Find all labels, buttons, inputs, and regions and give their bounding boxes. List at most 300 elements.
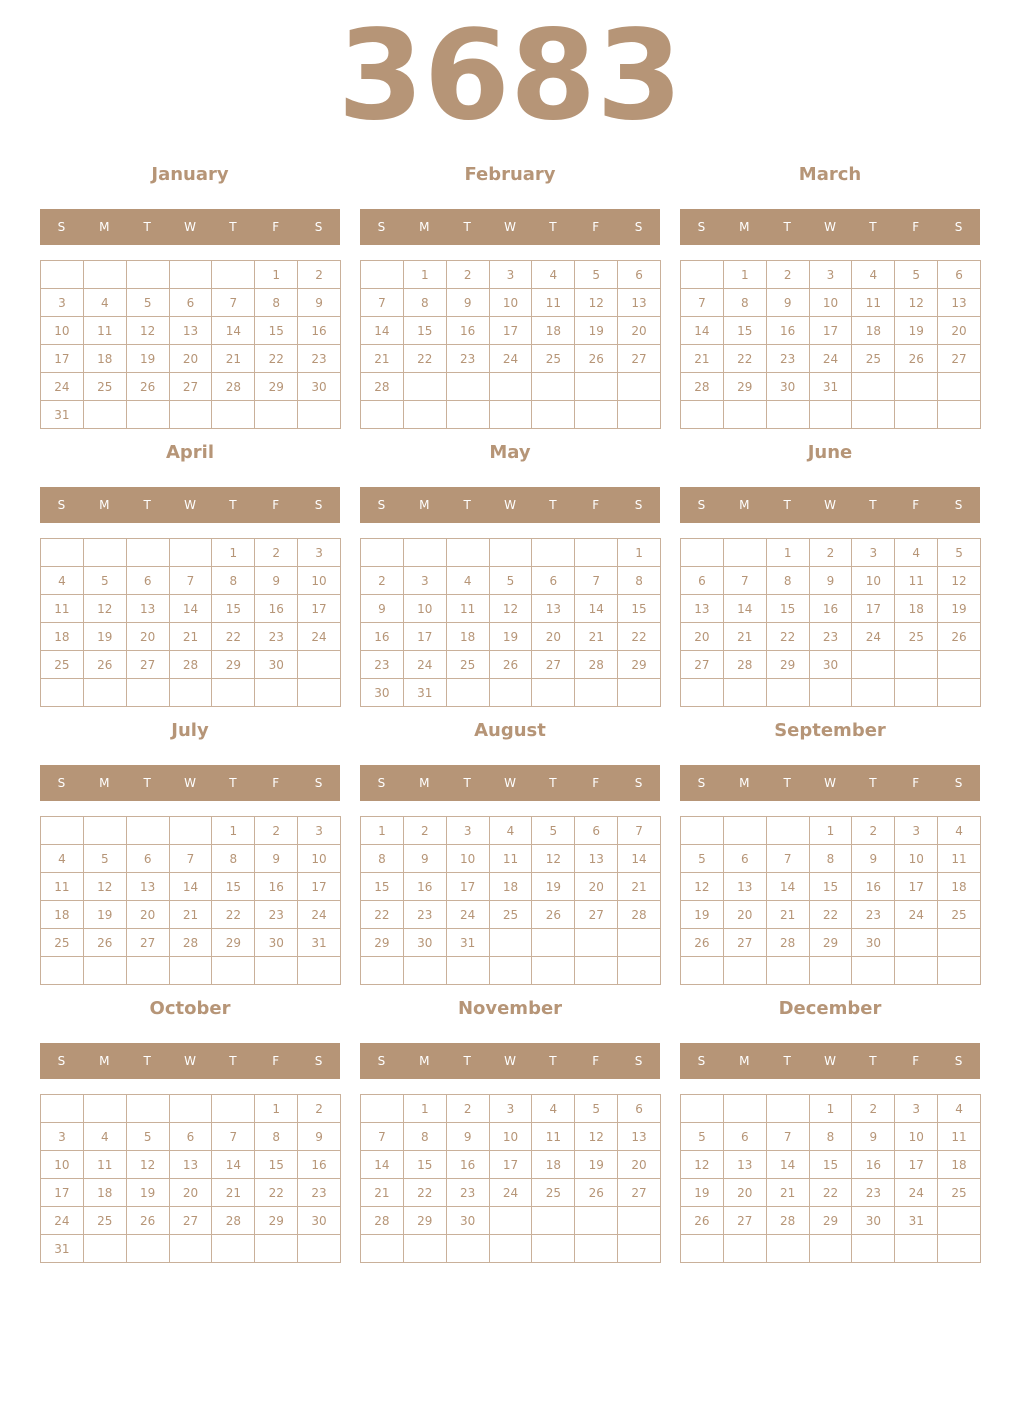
month-name: October <box>149 998 231 1019</box>
day-cell: 14 <box>361 1151 404 1179</box>
empty-cell <box>895 373 938 401</box>
weekday-label: M <box>419 1054 430 1068</box>
day-cell: 27 <box>532 651 575 679</box>
day-cell: 1 <box>618 539 661 567</box>
weekday-label: M <box>99 220 110 234</box>
weekday-label: T <box>549 776 557 790</box>
day-cell: 27 <box>681 651 724 679</box>
empty-cell <box>170 261 213 289</box>
day-cell: 10 <box>490 289 533 317</box>
empty-cell <box>298 1235 341 1263</box>
month-february <box>360 155 660 429</box>
day-cell: 18 <box>447 623 490 651</box>
day-cell: 6 <box>681 567 724 595</box>
day-cell: 5 <box>532 817 575 845</box>
empty-cell <box>41 679 84 707</box>
empty-cell <box>532 679 575 707</box>
day-cell: 26 <box>895 345 938 373</box>
day-cell: 19 <box>575 1151 618 1179</box>
day-cell: 27 <box>618 1179 661 1207</box>
day-cell: 22 <box>212 623 255 651</box>
month-june <box>680 433 980 707</box>
day-cell: 21 <box>170 901 213 929</box>
day-cell: 12 <box>532 845 575 873</box>
day-cell: 18 <box>532 1151 575 1179</box>
weekday-header-bar <box>360 209 660 245</box>
weekday-label: T <box>463 1054 471 1068</box>
day-cell: 23 <box>361 651 404 679</box>
weekday-label: S <box>314 498 323 512</box>
day-cell: 14 <box>170 595 213 623</box>
day-cell: 2 <box>298 261 341 289</box>
day-cell: 3 <box>447 817 490 845</box>
day-grid <box>360 260 661 429</box>
day-cell: 29 <box>810 1207 853 1235</box>
day-grid <box>40 260 341 429</box>
month-january <box>40 155 340 429</box>
day-cell: 21 <box>724 623 767 651</box>
empty-cell <box>852 651 895 679</box>
day-cell: 21 <box>170 623 213 651</box>
weekday-label: W <box>184 498 196 512</box>
day-cell: 11 <box>84 317 127 345</box>
day-cell: 5 <box>575 261 618 289</box>
empty-cell <box>255 401 298 429</box>
day-cell: 16 <box>447 1151 490 1179</box>
day-cell: 1 <box>255 1095 298 1123</box>
day-cell: 10 <box>490 1123 533 1151</box>
day-cell: 20 <box>170 1179 213 1207</box>
empty-cell <box>532 1235 575 1263</box>
weekday-header-bar <box>680 1043 980 1079</box>
day-cell: 4 <box>84 1123 127 1151</box>
empty-cell <box>255 957 298 985</box>
day-cell: 11 <box>532 289 575 317</box>
empty-cell <box>681 1235 724 1263</box>
day-cell: 18 <box>84 345 127 373</box>
weekday-label: S <box>57 1054 66 1068</box>
day-cell: 26 <box>127 373 170 401</box>
weekday-label: F <box>912 776 920 790</box>
day-cell: 7 <box>170 567 213 595</box>
day-cell: 18 <box>938 873 981 901</box>
day-cell: 26 <box>532 901 575 929</box>
empty-cell <box>895 1235 938 1263</box>
day-cell: 20 <box>938 317 981 345</box>
empty-cell <box>724 817 767 845</box>
day-cell: 20 <box>575 873 618 901</box>
day-cell: 7 <box>361 1123 404 1151</box>
empty-cell <box>170 1235 213 1263</box>
empty-cell <box>618 1235 661 1263</box>
day-cell: 28 <box>361 1207 404 1235</box>
day-cell: 8 <box>810 845 853 873</box>
empty-cell <box>532 957 575 985</box>
day-cell: 1 <box>810 817 853 845</box>
day-cell: 26 <box>84 651 127 679</box>
day-cell: 1 <box>212 539 255 567</box>
empty-cell <box>810 401 853 429</box>
empty-cell <box>810 679 853 707</box>
day-cell: 26 <box>575 345 618 373</box>
empty-cell <box>84 817 127 845</box>
empty-cell <box>532 373 575 401</box>
day-cell: 31 <box>895 1207 938 1235</box>
day-cell: 1 <box>404 1095 447 1123</box>
empty-cell <box>724 1095 767 1123</box>
day-cell: 18 <box>895 595 938 623</box>
day-cell: 2 <box>447 261 490 289</box>
day-cell: 16 <box>298 1151 341 1179</box>
day-cell: 6 <box>724 845 767 873</box>
day-cell: 30 <box>361 679 404 707</box>
day-cell: 4 <box>852 261 895 289</box>
weekday-label: S <box>57 220 66 234</box>
day-cell: 11 <box>852 289 895 317</box>
weekday-label: W <box>504 776 516 790</box>
day-cell: 19 <box>532 873 575 901</box>
day-cell: 22 <box>212 901 255 929</box>
day-grid <box>680 1094 981 1263</box>
day-cell: 23 <box>298 1179 341 1207</box>
month-name: July <box>171 720 209 741</box>
empty-cell <box>84 1235 127 1263</box>
empty-cell <box>212 957 255 985</box>
day-cell: 8 <box>361 845 404 873</box>
day-cell: 11 <box>447 595 490 623</box>
day-cell: 22 <box>404 345 447 373</box>
day-cell: 20 <box>127 623 170 651</box>
day-cell: 9 <box>447 289 490 317</box>
day-cell: 22 <box>810 1179 853 1207</box>
day-cell: 18 <box>532 317 575 345</box>
day-grid <box>360 816 661 985</box>
empty-cell <box>298 651 341 679</box>
empty-cell <box>938 929 981 957</box>
weekday-label: M <box>419 776 430 790</box>
empty-cell <box>361 1235 404 1263</box>
day-cell: 27 <box>618 345 661 373</box>
day-cell: 28 <box>170 929 213 957</box>
day-cell: 12 <box>895 289 938 317</box>
empty-cell <box>575 1207 618 1235</box>
day-cell: 13 <box>532 595 575 623</box>
day-cell: 31 <box>447 929 490 957</box>
empty-cell <box>170 957 213 985</box>
day-cell: 21 <box>361 1179 404 1207</box>
day-cell: 15 <box>810 1151 853 1179</box>
day-cell: 6 <box>127 567 170 595</box>
empty-cell <box>212 1235 255 1263</box>
empty-cell <box>575 373 618 401</box>
weekday-header-bar <box>680 765 980 801</box>
day-cell: 17 <box>490 1151 533 1179</box>
day-cell: 31 <box>810 373 853 401</box>
weekday-label: T <box>783 220 791 234</box>
day-cell: 23 <box>255 623 298 651</box>
day-cell: 19 <box>575 317 618 345</box>
day-cell: 10 <box>810 289 853 317</box>
empty-cell <box>41 261 84 289</box>
day-cell: 2 <box>361 567 404 595</box>
day-cell: 25 <box>41 651 84 679</box>
weekday-header-bar <box>360 765 660 801</box>
empty-cell <box>447 539 490 567</box>
day-cell: 10 <box>41 1151 84 1179</box>
weekday-label: M <box>739 776 750 790</box>
weekday-label: S <box>634 776 643 790</box>
day-cell: 22 <box>810 901 853 929</box>
day-cell: 20 <box>724 1179 767 1207</box>
empty-cell <box>724 957 767 985</box>
day-cell: 12 <box>938 567 981 595</box>
empty-cell <box>532 1207 575 1235</box>
day-cell: 24 <box>404 651 447 679</box>
weekday-label: F <box>272 776 280 790</box>
day-grid <box>680 260 981 429</box>
day-cell: 1 <box>767 539 810 567</box>
day-cell: 3 <box>810 261 853 289</box>
day-cell: 25 <box>852 345 895 373</box>
day-cell: 27 <box>938 345 981 373</box>
day-cell: 26 <box>681 929 724 957</box>
day-cell: 18 <box>84 1179 127 1207</box>
empty-cell <box>361 261 404 289</box>
empty-cell <box>361 957 404 985</box>
day-cell: 25 <box>84 373 127 401</box>
day-cell: 14 <box>767 1151 810 1179</box>
empty-cell <box>447 1235 490 1263</box>
day-cell: 9 <box>298 1123 341 1151</box>
empty-cell <box>212 401 255 429</box>
day-cell: 8 <box>404 1123 447 1151</box>
empty-cell <box>127 261 170 289</box>
day-cell: 14 <box>681 317 724 345</box>
weekday-label: S <box>954 1054 963 1068</box>
day-cell: 13 <box>938 289 981 317</box>
empty-cell <box>852 401 895 429</box>
day-cell: 25 <box>938 1179 981 1207</box>
day-cell: 13 <box>127 595 170 623</box>
day-cell: 30 <box>298 1207 341 1235</box>
day-cell: 11 <box>938 845 981 873</box>
day-cell: 25 <box>532 345 575 373</box>
day-cell: 28 <box>575 651 618 679</box>
weekday-label: W <box>504 220 516 234</box>
empty-cell <box>810 957 853 985</box>
day-cell: 3 <box>852 539 895 567</box>
empty-cell <box>895 957 938 985</box>
empty-cell <box>127 679 170 707</box>
day-cell: 15 <box>618 595 661 623</box>
day-cell: 3 <box>895 817 938 845</box>
day-cell: 16 <box>255 595 298 623</box>
day-cell: 30 <box>255 651 298 679</box>
weekday-label: T <box>143 1054 151 1068</box>
day-cell: 26 <box>575 1179 618 1207</box>
month-august <box>360 711 660 985</box>
empty-cell <box>681 957 724 985</box>
weekday-label: T <box>783 776 791 790</box>
day-cell: 20 <box>127 901 170 929</box>
empty-cell <box>618 373 661 401</box>
empty-cell <box>681 817 724 845</box>
day-cell: 3 <box>298 539 341 567</box>
weekday-label: S <box>377 776 386 790</box>
day-cell: 4 <box>532 261 575 289</box>
day-cell: 16 <box>810 595 853 623</box>
day-cell: 17 <box>298 595 341 623</box>
weekday-label: F <box>272 498 280 512</box>
empty-cell <box>895 651 938 679</box>
day-cell: 29 <box>255 1207 298 1235</box>
empty-cell <box>767 1095 810 1123</box>
day-cell: 14 <box>361 317 404 345</box>
weekday-label: S <box>697 776 706 790</box>
day-cell: 7 <box>618 817 661 845</box>
weekday-label: W <box>184 776 196 790</box>
empty-cell <box>724 679 767 707</box>
empty-cell <box>447 401 490 429</box>
day-cell: 9 <box>852 1123 895 1151</box>
day-cell: 10 <box>298 845 341 873</box>
day-cell: 14 <box>767 873 810 901</box>
empty-cell <box>404 539 447 567</box>
weekday-label: T <box>869 220 877 234</box>
day-cell: 13 <box>681 595 724 623</box>
month-april <box>40 433 340 707</box>
weekday-label: W <box>824 498 836 512</box>
empty-cell <box>212 261 255 289</box>
empty-cell <box>490 929 533 957</box>
day-cell: 31 <box>404 679 447 707</box>
day-cell: 1 <box>810 1095 853 1123</box>
empty-cell <box>895 929 938 957</box>
empty-cell <box>361 539 404 567</box>
empty-cell <box>84 539 127 567</box>
day-cell: 11 <box>895 567 938 595</box>
day-cell: 13 <box>170 1151 213 1179</box>
day-cell: 19 <box>490 623 533 651</box>
day-cell: 25 <box>895 623 938 651</box>
weekday-label: W <box>824 776 836 790</box>
day-cell: 21 <box>681 345 724 373</box>
day-grid <box>680 816 981 985</box>
weekday-label: W <box>824 220 836 234</box>
day-cell: 8 <box>724 289 767 317</box>
day-cell: 3 <box>41 289 84 317</box>
weekday-label: T <box>143 498 151 512</box>
day-cell: 9 <box>298 289 341 317</box>
weekday-label: S <box>954 498 963 512</box>
weekday-label: S <box>314 1054 323 1068</box>
month-name: December <box>778 998 882 1019</box>
empty-cell <box>84 1095 127 1123</box>
empty-cell <box>361 1095 404 1123</box>
day-cell: 23 <box>447 1179 490 1207</box>
empty-cell <box>84 957 127 985</box>
day-cell: 21 <box>767 901 810 929</box>
day-cell: 4 <box>532 1095 575 1123</box>
empty-cell <box>681 539 724 567</box>
day-cell: 21 <box>212 345 255 373</box>
weekday-label: T <box>549 1054 557 1068</box>
empty-cell <box>575 929 618 957</box>
weekday-label: T <box>143 776 151 790</box>
day-cell: 12 <box>681 1151 724 1179</box>
month-november <box>360 989 660 1263</box>
day-cell: 14 <box>212 317 255 345</box>
weekday-label: W <box>504 1054 516 1068</box>
day-cell: 11 <box>532 1123 575 1151</box>
day-cell: 15 <box>255 1151 298 1179</box>
day-cell: 2 <box>767 261 810 289</box>
day-cell: 6 <box>618 261 661 289</box>
day-cell: 4 <box>490 817 533 845</box>
weekday-label: S <box>634 220 643 234</box>
day-cell: 9 <box>255 845 298 873</box>
day-cell: 10 <box>895 845 938 873</box>
day-cell: 31 <box>298 929 341 957</box>
day-grid <box>360 538 661 707</box>
weekday-label: M <box>99 1054 110 1068</box>
day-cell: 24 <box>298 623 341 651</box>
empty-cell <box>575 957 618 985</box>
day-cell: 3 <box>404 567 447 595</box>
weekday-label: S <box>697 498 706 512</box>
day-cell: 15 <box>212 595 255 623</box>
weekday-header-bar <box>40 1043 340 1079</box>
day-cell: 20 <box>724 901 767 929</box>
day-cell: 30 <box>298 373 341 401</box>
day-cell: 15 <box>361 873 404 901</box>
day-cell: 30 <box>810 651 853 679</box>
day-cell: 24 <box>490 345 533 373</box>
day-cell: 19 <box>84 901 127 929</box>
day-cell: 8 <box>810 1123 853 1151</box>
day-cell: 23 <box>767 345 810 373</box>
day-cell: 8 <box>255 289 298 317</box>
day-cell: 26 <box>681 1207 724 1235</box>
weekday-header-bar <box>360 1043 660 1079</box>
day-cell: 7 <box>212 1123 255 1151</box>
day-cell: 29 <box>618 651 661 679</box>
month-name: January <box>151 164 229 185</box>
weekday-label: T <box>143 220 151 234</box>
empty-cell <box>298 401 341 429</box>
empty-cell <box>127 1095 170 1123</box>
weekday-label: M <box>419 498 430 512</box>
month-name: April <box>165 442 215 463</box>
weekday-label: F <box>592 220 600 234</box>
day-cell: 24 <box>895 1179 938 1207</box>
day-cell: 13 <box>170 317 213 345</box>
day-grid <box>40 816 341 985</box>
empty-cell <box>170 1095 213 1123</box>
empty-cell <box>490 373 533 401</box>
day-cell: 9 <box>852 845 895 873</box>
day-cell: 4 <box>41 845 84 873</box>
weekday-label: T <box>549 498 557 512</box>
day-cell: 31 <box>41 401 84 429</box>
day-cell: 21 <box>767 1179 810 1207</box>
weekday-label: M <box>99 776 110 790</box>
empty-cell <box>575 1235 618 1263</box>
day-cell: 2 <box>255 539 298 567</box>
empty-cell <box>255 679 298 707</box>
day-cell: 4 <box>41 567 84 595</box>
empty-cell <box>404 957 447 985</box>
